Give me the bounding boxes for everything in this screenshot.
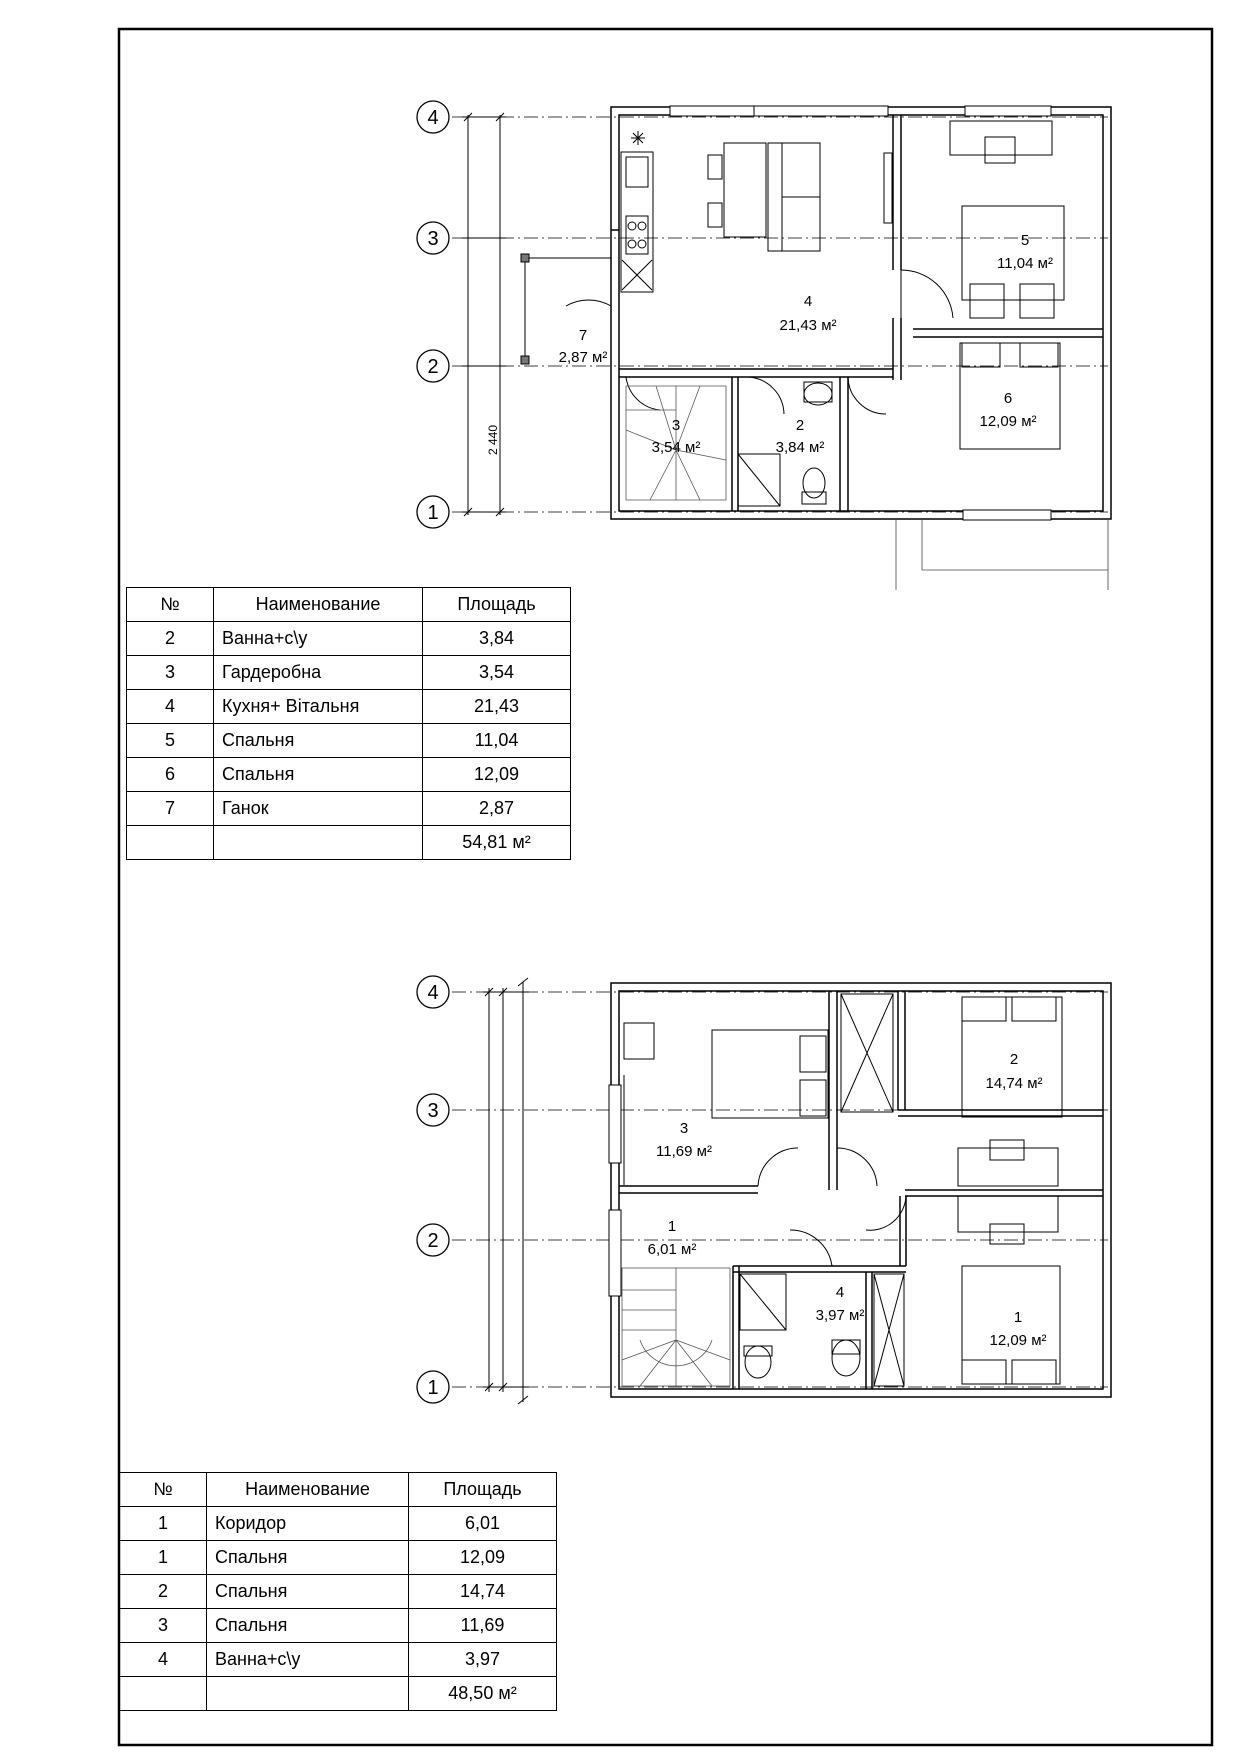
- room-name-cell: Ганок: [214, 792, 423, 826]
- room-area: 12,09 м²: [989, 1332, 1047, 1349]
- room-area-cell: 11,04: [423, 724, 571, 758]
- table-row: [127, 622, 571, 656]
- room-area-cell: 3,54: [423, 656, 571, 690]
- empty-cell: [207, 1677, 409, 1711]
- room-area: 3,84 м²: [775, 439, 825, 456]
- column-header: №: [120, 1473, 207, 1507]
- room-name-cell: Спальня: [207, 1541, 409, 1575]
- room-number: 1: [1013, 1309, 1023, 1326]
- plan2-stair: [622, 1268, 730, 1386]
- room-area: 11,69 м²: [656, 1143, 712, 1160]
- room-area: 3,97 м²: [815, 1307, 865, 1324]
- table-row: [120, 1643, 557, 1677]
- axis-marker: [417, 101, 449, 133]
- room-number-cell: 6: [127, 758, 214, 792]
- room-number: 6: [1003, 390, 1013, 407]
- table-total-row: [127, 826, 571, 860]
- column-header: Наименование: [214, 588, 423, 622]
- room-number-cell: 2: [120, 1575, 207, 1609]
- room-area-cell: 11,69: [409, 1609, 557, 1643]
- room-number: 1: [667, 1218, 677, 1235]
- room-number-cell: 2: [127, 622, 214, 656]
- svg-text:4: 4: [427, 107, 439, 129]
- room-area-cell: 12,09: [423, 758, 571, 792]
- svg-text:4: 4: [427, 982, 439, 1004]
- room-number: 3: [679, 1120, 689, 1137]
- plan1-bedroom5-furniture: [950, 121, 1064, 318]
- room-schedule-table-2: [119, 1472, 557, 1711]
- axis-marker: [417, 1371, 449, 1403]
- axis-marker: [417, 496, 449, 528]
- room-number: 7: [578, 327, 588, 344]
- room-number: 5: [1020, 232, 1030, 249]
- room-area-cell: 2,87: [423, 792, 571, 826]
- room-number-cell: 1: [120, 1507, 207, 1541]
- room-area-cell: 6,01: [409, 1507, 557, 1541]
- plan1-room-labels: [559, 232, 1053, 456]
- room-schedule-table-1: [126, 587, 571, 860]
- room-name-cell: Спальня: [207, 1575, 409, 1609]
- room-area-cell: 21,43: [423, 690, 571, 724]
- room-area-cell: 3,97: [409, 1643, 557, 1677]
- plan2-axis-markers: [417, 976, 449, 1403]
- total-area-cell: 48,50 м²: [409, 1677, 557, 1711]
- plan1-kitchen-counter: [621, 131, 653, 292]
- table-header-row: [120, 1473, 557, 1507]
- table-row: [127, 724, 571, 758]
- svg-text:1: 1: [427, 502, 439, 524]
- svg-text:3: 3: [427, 1100, 439, 1122]
- plan2-interior-walls: [619, 991, 1103, 1389]
- room-name-cell: Спальня: [214, 724, 423, 758]
- room-number: 2: [795, 417, 805, 434]
- floor-plan-1: [452, 106, 1111, 590]
- table-row: [127, 656, 571, 690]
- table-header-row: [127, 588, 571, 622]
- plan2-dimension-lines: [483, 978, 529, 1404]
- column-header: Наименование: [207, 1473, 409, 1507]
- plan1-porch: [521, 254, 611, 364]
- empty-cell: [120, 1677, 207, 1711]
- axis-marker: [417, 976, 449, 1008]
- empty-cell: [127, 826, 214, 860]
- svg-text:1: 1: [427, 1377, 439, 1399]
- axis-marker: [417, 1224, 449, 1256]
- empty-cell: [214, 826, 423, 860]
- room-area-cell: 14,74: [409, 1575, 557, 1609]
- table-row: [127, 792, 571, 826]
- room-number-cell: 4: [120, 1643, 207, 1677]
- table-row: [120, 1507, 557, 1541]
- room-area: 2,87 м²: [558, 349, 608, 366]
- column-header: Площадь: [423, 588, 571, 622]
- room-number: 4: [803, 293, 813, 310]
- room-number-cell: 4: [127, 690, 214, 724]
- plan2-bedroom3-furniture: [624, 1023, 828, 1185]
- room-area: 6,01 м²: [647, 1241, 697, 1258]
- plan1-dining-set: [708, 143, 892, 251]
- dimension-label: 2 440: [486, 424, 500, 456]
- room-number: 3: [671, 417, 681, 434]
- table-row: [120, 1609, 557, 1643]
- table-row: [127, 758, 571, 792]
- svg-text:2: 2: [427, 356, 439, 378]
- room-area: 3,54 м²: [651, 439, 701, 456]
- plan1-axis-markers: [417, 101, 449, 528]
- room-name-cell: Коридор: [207, 1507, 409, 1541]
- room-area: 11,04 м²: [997, 255, 1053, 272]
- axis-marker: [417, 222, 449, 254]
- svg-text:2: 2: [427, 1230, 439, 1252]
- axis-marker: [417, 1094, 449, 1126]
- table-row: [120, 1575, 557, 1609]
- plan1-windows: [670, 106, 1051, 520]
- room-name-cell: Кухня+ Вітальня: [214, 690, 423, 724]
- column-header: Площадь: [409, 1473, 557, 1507]
- room-number-cell: 7: [127, 792, 214, 826]
- room-number: 4: [835, 1284, 845, 1301]
- plan2-room-labels: [648, 1051, 1047, 1349]
- room-area: 21,43 м²: [779, 317, 837, 334]
- room-number-cell: 3: [120, 1609, 207, 1643]
- axis-marker: [417, 350, 449, 382]
- room-name-cell: Гардеробна: [214, 656, 423, 690]
- room-number-cell: 3: [127, 656, 214, 690]
- room-number-cell: 1: [120, 1541, 207, 1575]
- total-area-cell: 54,81 м²: [423, 826, 571, 860]
- svg-text:3: 3: [427, 228, 439, 250]
- room-area: 12,09 м²: [979, 413, 1037, 430]
- plan2-bedroom1-furniture: [958, 1196, 1060, 1384]
- room-name-cell: Спальня: [207, 1609, 409, 1643]
- room-name-cell: Ванна+с\у: [214, 622, 423, 656]
- column-header: №: [127, 588, 214, 622]
- room-area-cell: 12,09: [409, 1541, 557, 1575]
- room-area: 14,74 м²: [985, 1075, 1043, 1092]
- plan1-plinth-lines: [896, 519, 1108, 590]
- room-number-cell: 5: [127, 724, 214, 758]
- table-row: [120, 1541, 557, 1575]
- plan1-exterior-walls: [611, 107, 1111, 519]
- table-row: [127, 690, 571, 724]
- room-number: 2: [1009, 1051, 1019, 1068]
- table-total-row: [120, 1677, 557, 1711]
- plan2-doors: [758, 1148, 906, 1266]
- room-name-cell: Ванна+с\у: [207, 1643, 409, 1677]
- room-area-cell: 3,84: [423, 622, 571, 656]
- room-name-cell: Спальня: [214, 758, 423, 792]
